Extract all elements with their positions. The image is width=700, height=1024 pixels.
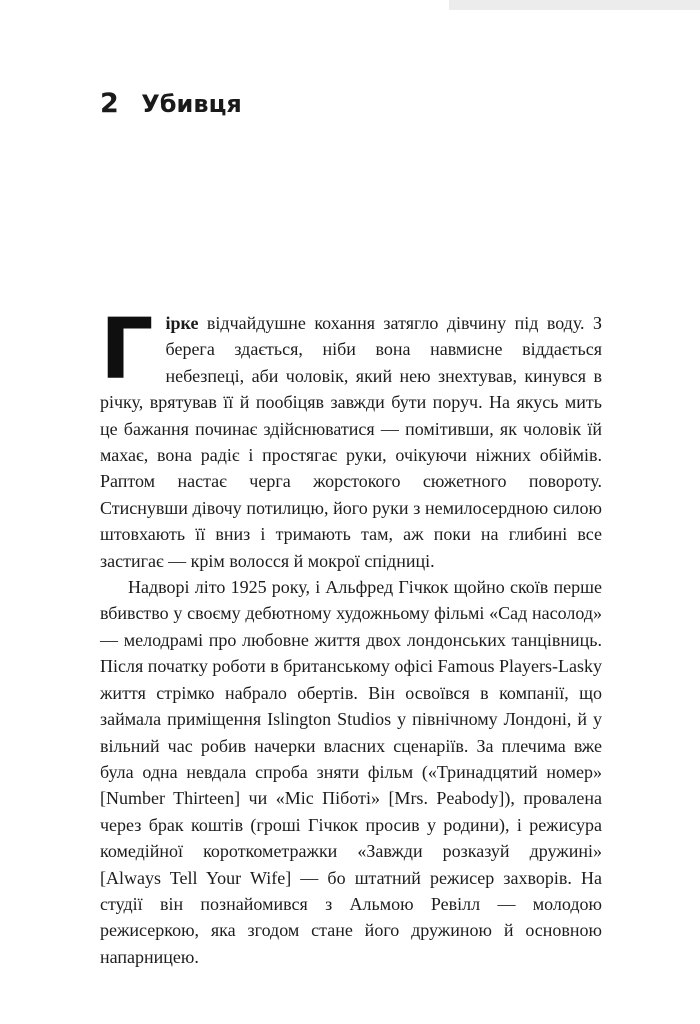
paragraph-text: відчайдушне кохання затягло дівчину під воду. З берега здається, ніби вона навмисне віддається небезпеці, аби чоловік, який нею знехтував, кинувся в річку, врятував її й пообіцяв завжди бути поруч. На якусь мить це бажання починає здійснюватися — помітивши, як чоловік їй махає, вона радіє і простягає руки, очікуючи ніжних обіймів. Раптом настає черга жорстокого сюжетного повороту. Стиснувши дівочу потилицю, його руки з немилосердною силою штовхають її вниз і тримають там, аж поки на глибині все застигає — крім волосся й мокрої спідниці. bbox=[100, 313, 602, 571]
body-text bbox=[100, 300, 602, 970]
lead-word: ірке bbox=[165, 313, 199, 333]
chapter-heading bbox=[100, 88, 242, 119]
chapter-title: Убивця bbox=[141, 90, 242, 118]
page-edge-artifact bbox=[449, 0, 700, 10]
chapter-number: 2 bbox=[100, 88, 120, 119]
paragraph-first bbox=[100, 300, 602, 574]
paragraph-text: Надворі літо 1925 року, і Альфред Гічкок щойно скоїв перше вбивство у своєму дебютному художньому фільмі «Сад насолод» — мелодрамі про любовне життя двох лондонських танцівниць. Після початку роботи в британському офісі Famous Players-Lasky життя стрімко набрало обертів. Він освоївся в компанії, що займала приміщення Islington Studios у північному Лондоні, й у вільний час робив начерки власних сценаріїв. За плечима вже була одна невдала спроба зняти фільм («Тринадцятий номер» [Number Thirteen] чи «Міс Піботі» [Mrs. Peabody]), провалена через брак коштів (гроші Гічкок просив у родини), і режисура комедійної короткометражки «Завжди розказуй дружині» [Always Tell Your Wife] — бо штатний режисер захворів. На студії він познайомився з Альмою Ревілл — молодою режисеркою, яка згодом стане його дружиною й основною напарницею. bbox=[100, 577, 602, 967]
paragraph-second bbox=[100, 574, 602, 970]
dropcap-letter: Г bbox=[100, 300, 154, 398]
